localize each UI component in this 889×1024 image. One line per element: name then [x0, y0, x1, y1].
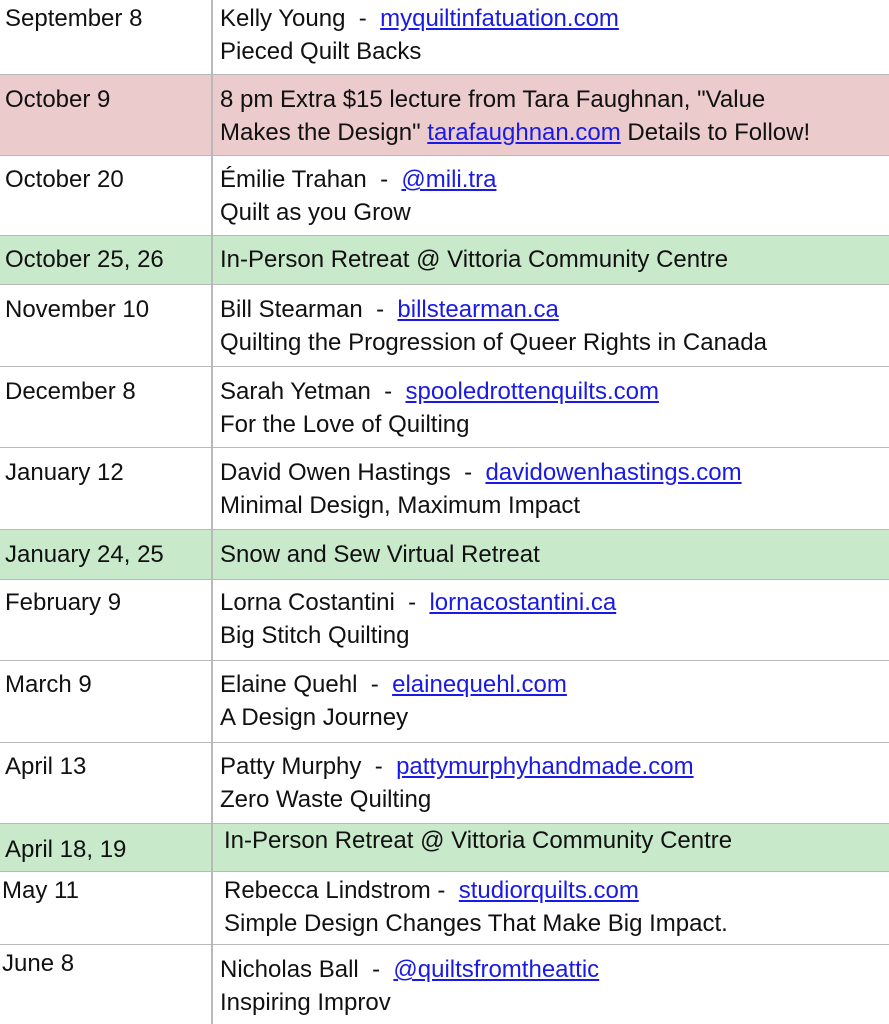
- speaker-name: Elaine Quehl: [220, 671, 358, 698]
- schedule-row-april-18-19: [0, 824, 889, 872]
- speaker-website-link[interactable]: davidowenhastings.com: [485, 459, 742, 486]
- details-to-follow: Details to Follow!: [620, 119, 811, 146]
- event-date: October 25, 26: [5, 246, 164, 273]
- separator: -: [430, 877, 459, 904]
- event-date: June 8: [2, 950, 75, 977]
- schedule-row-october-20: [0, 156, 889, 236]
- speaker-name: Nicholas Ball: [220, 956, 359, 983]
- event-date: January 12: [5, 459, 124, 486]
- speaker-name: Bill Stearman: [220, 296, 363, 323]
- lecture-title: Quilting the Progression of Queer Rights in Canada: [220, 329, 767, 356]
- lecture-title: Pieced Quilt Backs: [220, 38, 422, 65]
- event-retreat-text: Snow and Sew Virtual Retreat: [220, 541, 540, 568]
- event-details: [220, 163, 496, 229]
- separator: -: [450, 459, 486, 486]
- schedule-row-december-8: [0, 367, 889, 448]
- event-date: October 20: [5, 166, 124, 193]
- lecture-title: Quilt as you Grow: [220, 199, 411, 226]
- speaker-social-link[interactable]: @mili.tra: [401, 166, 497, 193]
- column-divider: [211, 0, 213, 1024]
- event-date: November 10: [5, 296, 150, 323]
- event-date: October 9: [5, 86, 111, 113]
- speaker-name: Patty Murphy: [220, 753, 362, 780]
- event-details: [220, 953, 599, 1019]
- event-details: [224, 874, 728, 940]
- speaker-name: Lorna Costantini: [220, 589, 395, 616]
- schedule-row-march-9: [0, 661, 889, 743]
- speaker-name: Émilie Trahan: [220, 166, 367, 193]
- speaker-website-link[interactable]: studiorquilts.com: [458, 877, 639, 904]
- lecture-description-line1: 8 pm Extra $15 lecture from Tara Faughnan, "Value: [220, 86, 766, 113]
- event-date: September 8: [5, 5, 143, 32]
- speaker-name: David Owen Hastings: [220, 459, 451, 486]
- lecture-description-line2: Makes the Design": [220, 119, 428, 146]
- schedule-row-october-25-26: [0, 236, 889, 285]
- speaker-social-link[interactable]: @quiltsfromtheattic: [393, 956, 600, 983]
- schedule-row-january-24-25: [0, 530, 889, 580]
- speaker-website-link[interactable]: billstearman.ca: [397, 296, 559, 323]
- separator: -: [345, 5, 381, 32]
- separator: -: [361, 753, 397, 780]
- speaker-website-link[interactable]: pattymurphyhandmade.com: [396, 753, 694, 780]
- separator: -: [358, 956, 394, 983]
- schedule-row-january-12: [0, 448, 889, 530]
- schedule-row-november-10: [0, 285, 889, 367]
- lecture-title: Minimal Design, Maximum Impact: [220, 492, 581, 519]
- speaker-website-link[interactable]: tarafaughnan.com: [427, 119, 621, 146]
- lecture-title: Simple Design Changes That Make Big Impact.: [224, 910, 728, 937]
- speaker-website-link[interactable]: spooledrottenquilts.com: [405, 378, 659, 405]
- lecture-title: Inspiring Improv: [220, 989, 391, 1016]
- schedule-row-april-13: [0, 743, 889, 824]
- schedule-row-september-8: [0, 0, 889, 75]
- separator: -: [366, 166, 402, 193]
- event-retreat-text: In-Person Retreat @ Vittoria Community Centre: [220, 246, 729, 273]
- lecture-title: Zero Waste Quilting: [220, 786, 432, 813]
- event-details: [220, 2, 619, 68]
- event-date: December 8: [5, 378, 136, 405]
- event-details: [220, 586, 616, 652]
- separator: -: [362, 296, 398, 323]
- event-details: [220, 750, 694, 816]
- event-date: February 9: [5, 589, 122, 616]
- speaker-website-link[interactable]: myquiltinfatuation.com: [380, 5, 619, 32]
- lecture-title: Big Stitch Quilting: [220, 622, 410, 649]
- speaker-name: Kelly Young: [220, 5, 346, 32]
- event-date: May 11: [2, 877, 79, 904]
- speaker-name: Sarah Yetman: [220, 378, 371, 405]
- event-retreat-text: In-Person Retreat @ Vittoria Community Centre: [224, 827, 733, 854]
- event-details: [220, 293, 767, 359]
- speaker-website-link[interactable]: lornacostantini.ca: [429, 589, 617, 616]
- separator: -: [357, 671, 393, 698]
- schedule-row-february-9: [0, 580, 889, 661]
- lecture-title: For the Love of Quilting: [220, 411, 470, 438]
- event-details: [220, 456, 742, 522]
- speaker-website-link[interactable]: elainequehl.com: [392, 671, 567, 698]
- event-details: [220, 668, 567, 734]
- event-date: March 9: [5, 671, 92, 698]
- event-details: [220, 375, 659, 441]
- event-date: January 24, 25: [5, 541, 164, 568]
- event-details: [220, 83, 810, 149]
- speaker-name: Rebecca Lindstrom: [224, 877, 431, 904]
- schedule-row-october-9: [0, 75, 889, 156]
- schedule-row-may-11: [0, 872, 889, 945]
- event-date: April 13: [5, 753, 87, 780]
- separator: -: [370, 378, 406, 405]
- schedule-row-june-8: [0, 945, 889, 1024]
- event-date: April 18, 19: [5, 836, 127, 863]
- lecture-title: A Design Journey: [220, 704, 409, 731]
- separator: -: [394, 589, 430, 616]
